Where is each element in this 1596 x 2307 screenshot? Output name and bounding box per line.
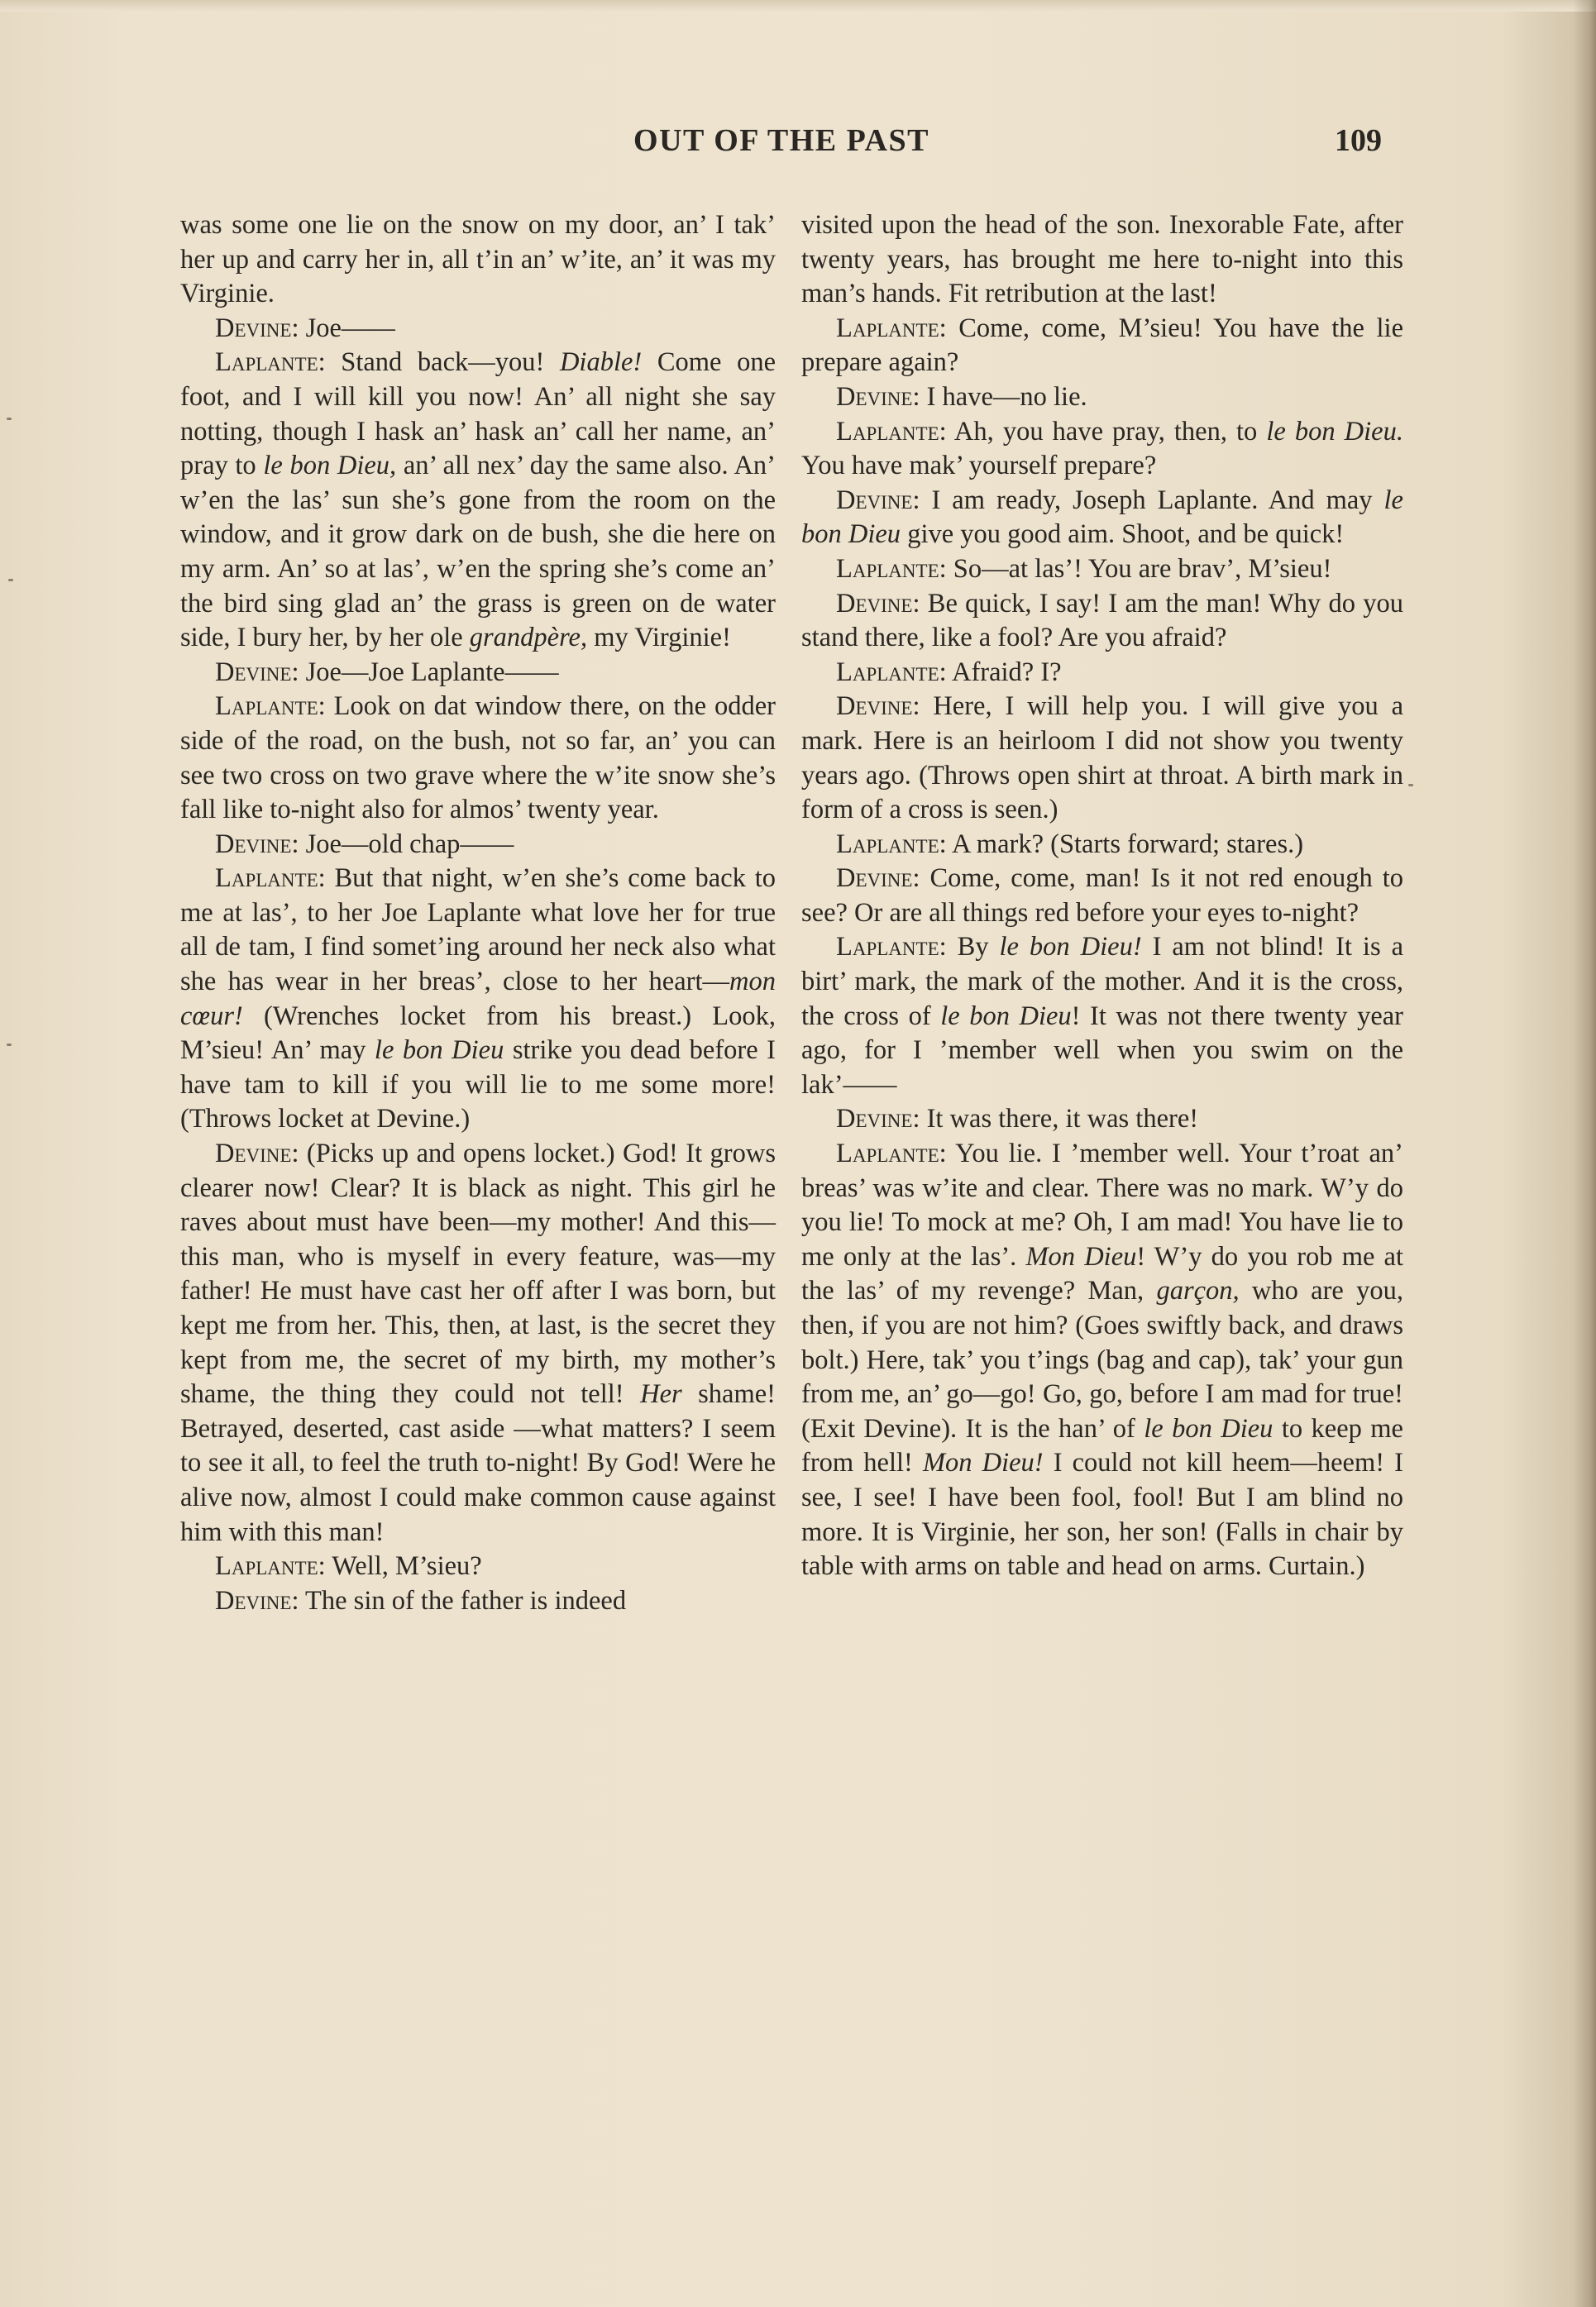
dialogue-paragraph: [801, 552, 1403, 587]
dialogue-paragraph: [801, 1102, 1403, 1137]
dialogue-paragraph: [180, 828, 776, 862]
dialogue-text: to keep me from hell!: [801, 1413, 1403, 1478]
dialogue-text: Joe—Joe Laplante——: [299, 657, 559, 687]
dialogue-text: Well, M’sieu?: [325, 1551, 482, 1582]
dialogue-paragraph: [801, 1137, 1403, 1584]
dialogue-text: Afraid? I?: [946, 657, 1062, 687]
italic-phrase: le bon Dieu: [801, 485, 1403, 550]
italic-phrase: Mon Dieu!: [922, 1448, 1044, 1478]
dialogue-text: You lie. I ’member well. Your t’roat an’ breas’ was w’ite and clear. There was no mark. W’y do you lie! To mock at me? Oh, I am mad! You have lie to me only at the las’.: [801, 1139, 1403, 1272]
margin-speck: [8, 579, 13, 581]
speaker-name: Devine:: [836, 863, 920, 894]
dialogue-text: give you good aim. Shoot, and be quick!: [901, 519, 1345, 550]
dialogue-text: Come, come, M’sieu! You have the lie prepare again?: [801, 313, 1403, 378]
page-header: [0, 122, 1596, 172]
dialogue-text: So—at las’! You are brav’, M’sieu!: [946, 553, 1332, 584]
speaker-name: Laplante:: [215, 347, 326, 378]
dialogue-text: Look on dat window there, on the odder side of the road, on the bush, not so far, an’ you can see two cross on two grave where the w’ite snow she’s fall like to-night also for almos’ twenty year.: [180, 691, 776, 825]
dialogue-text: (Wrenches locket from his breast.) Look, M’sieu! An’ may: [180, 1001, 776, 1066]
speaker-name: Devine:: [836, 588, 920, 619]
dialogue-paragraph: [180, 1584, 776, 1619]
dialogue-text: ! W’y do you rob me at the las’ of my revenge? Man,: [801, 1241, 1404, 1306]
continued-paragraph: [801, 208, 1403, 312]
dialogue-text: The sin of the father is indeed: [299, 1585, 627, 1616]
speaker-name: Devine:: [215, 1585, 299, 1616]
speaker-name: Laplante:: [215, 691, 326, 722]
dialogue-paragraph: [180, 690, 776, 827]
speaker-name: Devine:: [215, 829, 299, 859]
dialogue-text: I have—no lie.: [920, 381, 1087, 412]
dialogue-text: I am not blind! It is a birt’ mark, the mark of the mother. And it is the cross, the cross of: [801, 932, 1403, 1031]
page-top-edge: [0, 0, 1596, 12]
speaker-name: Laplante:: [836, 932, 947, 962]
speaker-name: Devine:: [836, 485, 920, 515]
speaker-name: Laplante:: [836, 1139, 947, 1169]
speaker-name: Laplante:: [215, 863, 326, 894]
dialogue-paragraph: [801, 862, 1403, 930]
dialogue-paragraph: [180, 346, 776, 655]
dialogue-text: Here, I will help you. I will give you a mark. Here is an heirloom I did not show you twenty years ago. (Throws open shirt at throat. A birth mark in form of a cross is seen.): [801, 691, 1403, 825]
italic-phrase: Her: [640, 1379, 682, 1410]
italic-phrase: le bon Dieu!: [999, 932, 1142, 962]
italic-phrase: le bon Dieu: [1144, 1413, 1273, 1444]
italic-phrase: le bon Dieu: [940, 1001, 1072, 1031]
speaker-name: Devine:: [836, 691, 920, 722]
italic-phrase: le bon Dieu,: [263, 451, 397, 481]
margin-speck: [7, 1044, 12, 1046]
dialogue-text: Come one foot, and I will kill you now! An’ all night she say notting, though I hask an’ hask an’ call her name, an’ pray to: [180, 347, 776, 481]
dialogue-text: I am ready, Joseph Laplante. And may: [920, 485, 1384, 515]
speaker-name: Laplante:: [836, 416, 947, 447]
italic-phrase: Diable!: [559, 347, 643, 378]
italic-phrase: grandpère,: [469, 623, 588, 653]
dialogue-paragraph: [801, 415, 1403, 484]
speaker-name: Laplante:: [836, 829, 947, 859]
left-column: [180, 208, 776, 1618]
dialogue-text: an’ all nex’ day the same also. An’ w’en the las’ sun she’s gone from the room on the window, and it grow dark on de bush, she die here on my arm. An’ so at las’, w’en the spring she’s come an’ the bird sing glad an’ the grass is green on de water side, I bury her, by her ole: [180, 451, 776, 653]
dialogue-text: But that night, w’en she’s come back to me at las’, to her Joe Laplante what love her for true all de tam, I find somet’ing around her neck also what she has wear in her breas’, close to her heart—: [180, 863, 776, 997]
dialogue-paragraph: [180, 312, 776, 346]
dialogue-text: Joe—old chap——: [299, 829, 514, 859]
dialogue-text: A mark? (Starts forward; stares.): [946, 829, 1304, 859]
italic-phrase: Mon Dieu: [1025, 1241, 1137, 1272]
dialogue-text: strike you dead before I have tam to kill if you will lie to me some more! (Throws locket at Devine.): [180, 1035, 776, 1134]
dialogue-paragraph: [180, 862, 776, 1137]
dialogue-paragraph: [801, 312, 1403, 380]
speaker-name: Devine:: [836, 1104, 920, 1134]
right-column: [801, 208, 1403, 1584]
speaker-name: Devine:: [836, 381, 920, 412]
page-gutter-shadow: [1573, 0, 1596, 2307]
italic-phrase: mon cœur!: [180, 967, 776, 1031]
dialogue-paragraph: [801, 484, 1403, 552]
dialogue-paragraph: [180, 656, 776, 690]
dialogue-text: By: [946, 932, 1000, 962]
dialogue-text: I could not kill heem—heem! I see, I see! I have been fool, fool! But I am blind no more. It is Virginie, her son, her son! (Falls in chair by table with arms on table and head on arms. Curtain.): [801, 1448, 1403, 1582]
dialogue-text: You have mak’ yourself prepare?: [801, 451, 1157, 481]
dialogue-paragraph: [180, 1137, 776, 1550]
dialogue-text: who are you, then, if you are not him? (Goes swiftly back, and draws bolt.) Here, tak’ you t’ings (bag and cap), tak’ your gun from me, an’ go—go! Go, go, before I am mad for true! (Exit Devine). It is the han’ of: [801, 1276, 1403, 1444]
dialogue-text: Stand back—you!: [325, 347, 560, 378]
speaker-name: Devine:: [215, 1139, 299, 1169]
dialogue-text: shame! Betrayed, deserted, cast aside —what matters? I seem to see it all, to feel the truth to-night! By God! Were he alive now, almost I could make common cause against him with this man!: [180, 1379, 776, 1547]
dialogue-text: visited upon the head of the son. Inexorable Fate, after twenty years, has brought me here to-night into this man’s hands. Fit retribution at the last!: [801, 210, 1403, 309]
dialogue-text: Joe——: [299, 313, 395, 343]
speaker-name: Laplante:: [836, 657, 947, 687]
continued-paragraph: [180, 208, 776, 312]
dialogue-paragraph: [801, 380, 1403, 415]
speaker-name: Laplante:: [215, 1551, 326, 1582]
running-title: OUT OF THE PAST: [633, 123, 929, 158]
dialogue-text: was some one lie on the snow on my door, an’ I tak’ her up and carry her in, all t’in an’ w’ite, an’ it was my Virginie.: [180, 210, 776, 309]
italic-phrase: garçon,: [1156, 1276, 1240, 1306]
speaker-name: Devine:: [215, 657, 299, 687]
speaker-name: Laplante:: [836, 313, 947, 343]
dialogue-paragraph: [801, 690, 1403, 827]
dialogue-paragraph: [180, 1550, 776, 1584]
dialogue-text: (Picks up and opens locket.) God! It grows clearer now! Clear? It is black as night. This girl he raves about must have been—my mother! And this—this man, who is myself in every feature, was—my father! He must have cast her off after I was born, but kept me from her. This, then, at last, is the secret they kept from me, the secret of my birth, my mother’s shame, the thing they could not tell!: [180, 1139, 776, 1410]
margin-speck: [7, 418, 12, 420]
page-number: 109: [1335, 123, 1382, 158]
italic-phrase: le bon Dieu: [374, 1035, 504, 1066]
dialogue-text: Ah, you have pray, then, to: [946, 416, 1267, 447]
dialogue-paragraph: [801, 930, 1403, 1102]
speaker-name: Devine:: [215, 313, 299, 343]
dialogue-text: my Virginie!: [587, 623, 731, 653]
margin-speck: [1408, 784, 1413, 786]
dialogue-paragraph: [801, 656, 1403, 690]
dialogue-text: It was there, it was there!: [920, 1104, 1199, 1134]
dialogue-paragraph: [801, 587, 1403, 656]
speaker-name: Laplante:: [836, 553, 947, 584]
italic-phrase: le bon Dieu.: [1266, 416, 1403, 447]
dialogue-paragraph: [801, 828, 1403, 862]
dialogue-text: ! It was not there twenty year ago, for I ’member well when you swim on the lak’——: [801, 1001, 1403, 1100]
dialogue-text: Come, come, man! Is it not red enough to see? Or are all things red before your eyes to-night?: [801, 863, 1403, 928]
dialogue-text: Be quick, I say! I am the man! Why do you stand there, like a fool? Are you afraid?: [801, 588, 1403, 653]
